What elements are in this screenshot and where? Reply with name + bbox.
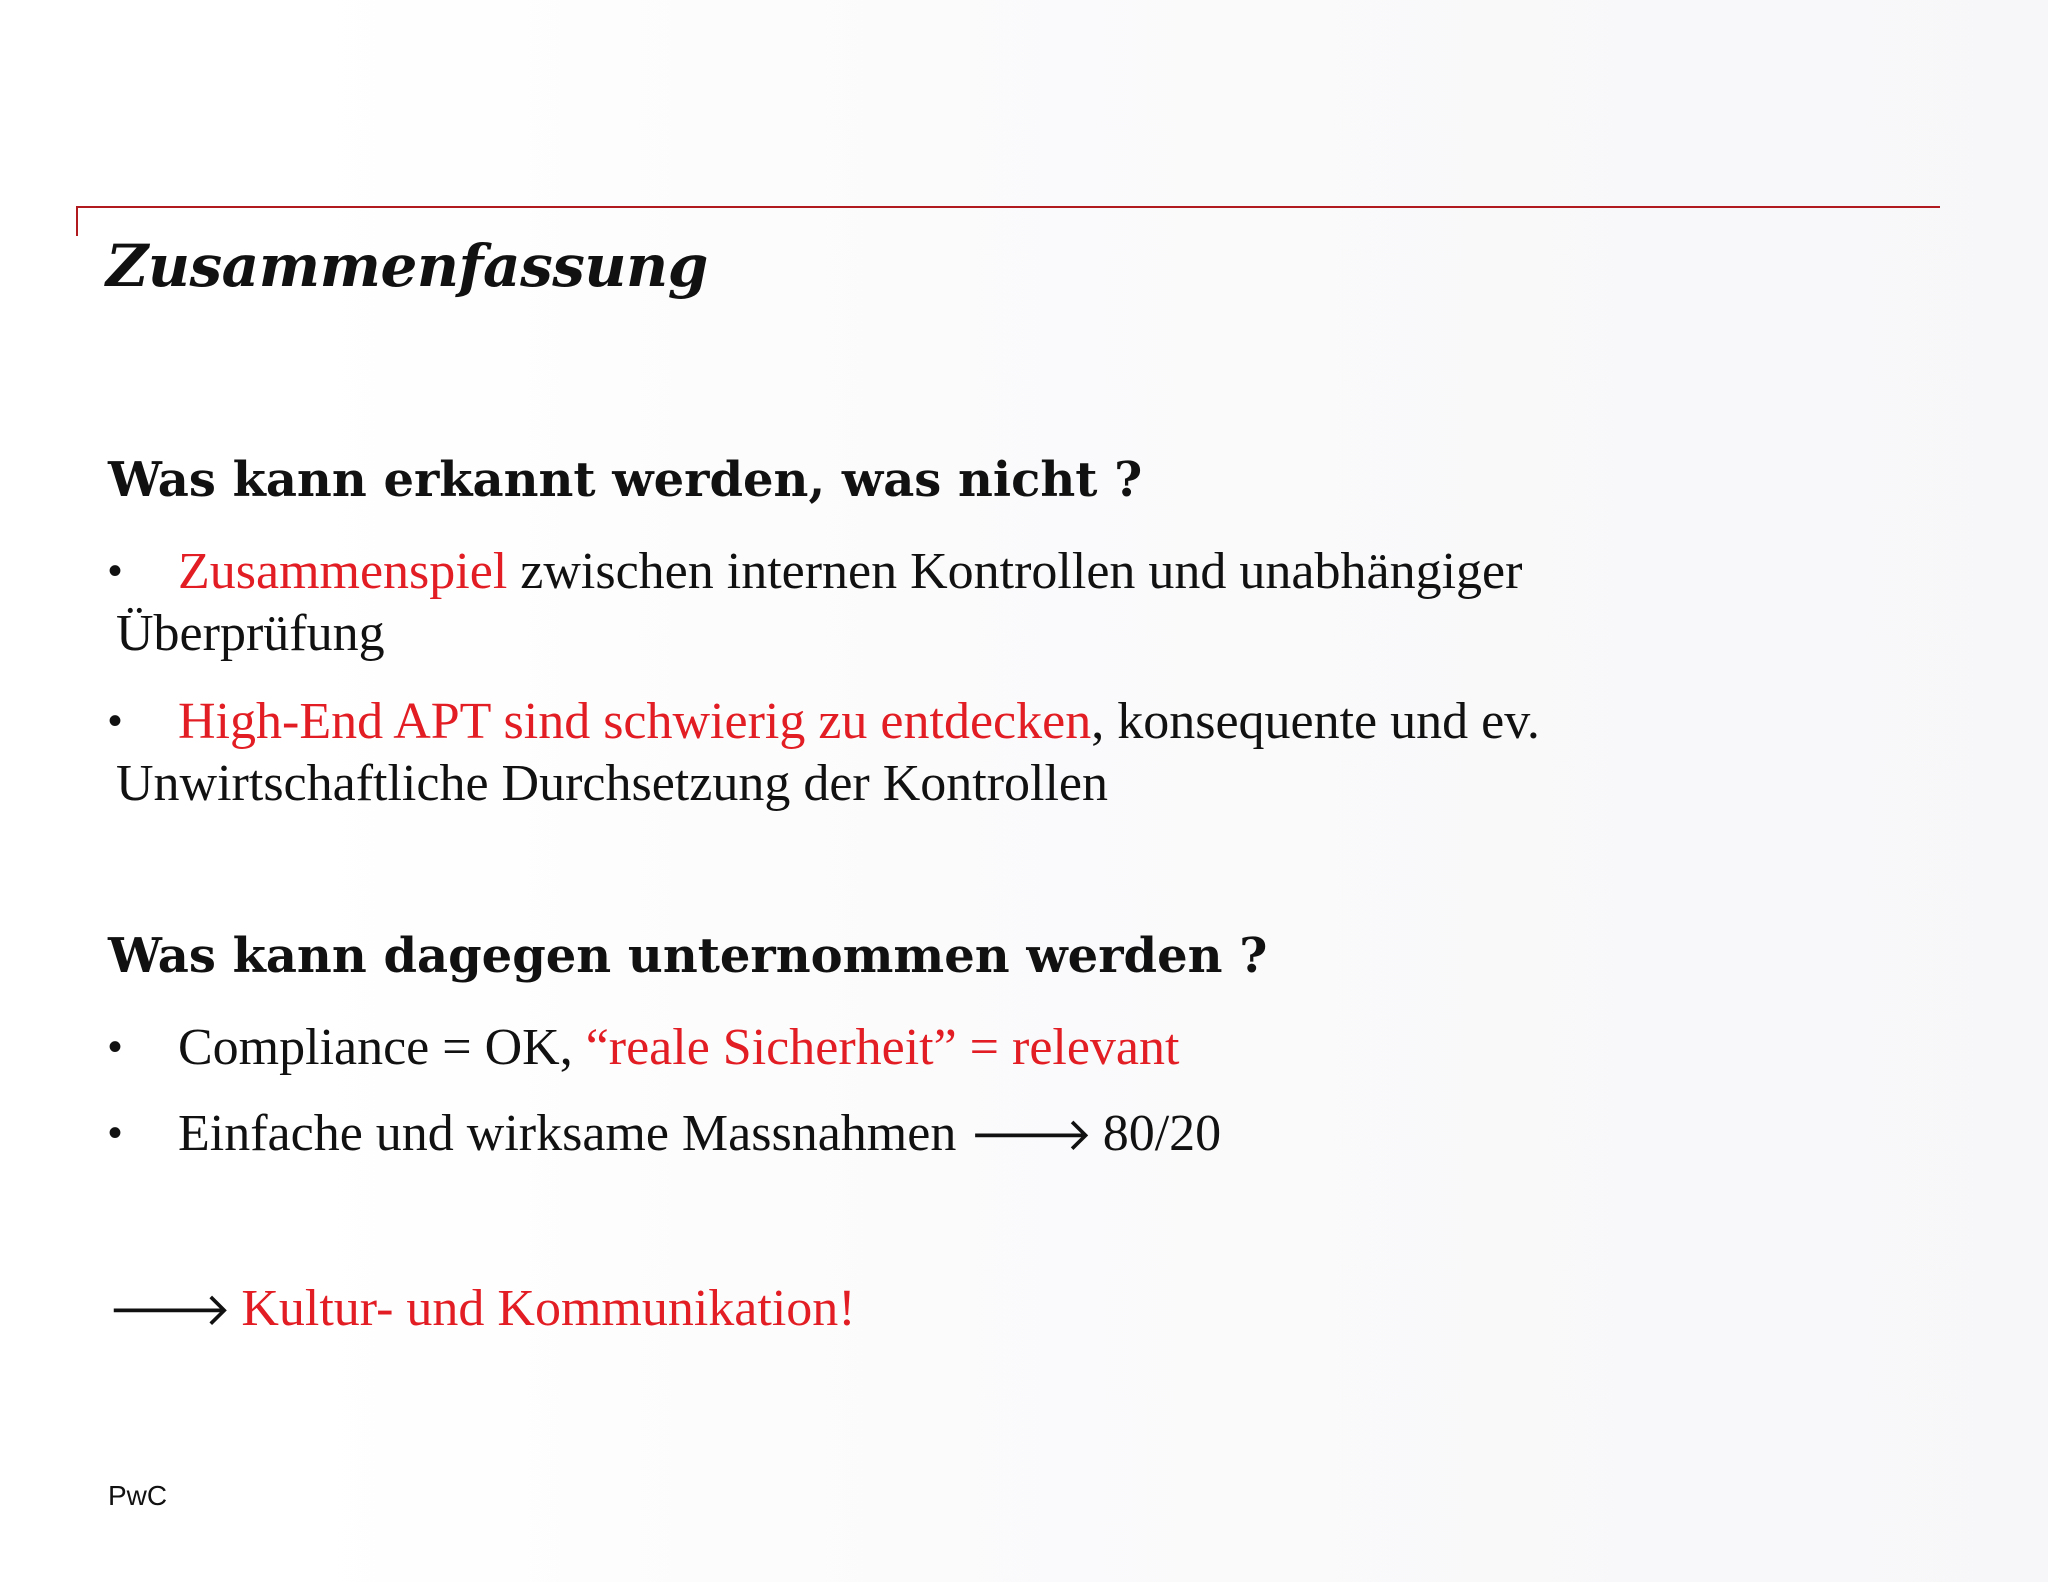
footer-brand: PwC [108,1480,168,1511]
bullet-marker: • [108,549,123,593]
bullet-line [108,1102,1221,1165]
bullet-marker: • [108,1111,123,1155]
bullet-marker: • [108,1025,123,1069]
header-rule-tick [76,206,78,236]
conclusion-text: Kultur- und Kommunikation! [241,1280,856,1337]
bullet-marker: • [108,699,123,743]
bullet-highlight: High-End APT sind schwierig zu entdecken [178,693,1092,750]
arrow-right-icon: 🡒 [108,1282,232,1336]
bullet-highlight: Zusammenspiel [178,543,508,600]
bullet-continuation: Überprüfung [116,605,385,662]
arrow-right-icon: 🡒 [969,1107,1093,1161]
bullet-text: Einfache und wirksame Massnahmen [178,1105,957,1162]
bullet-text: zwischen internen Kontrollen und unabhängiger [507,543,1523,600]
bullet-line [108,690,1540,753]
section1-heading: Was kann erkannt werden, was nicht ? [108,452,1143,508]
section1-bullet-1 [108,540,1522,665]
section1-bullet-2 [108,690,1540,815]
slide-title: Zusammenfassung [106,232,708,300]
conclusion [108,1278,856,1340]
section2-heading: Was kann dagegen unternommen werden ? [108,928,1268,984]
bullet-highlight: “reale Sicherheit” = relevant [585,1019,1180,1076]
bullet-value: 80/20 [1102,1105,1222,1162]
bullet-continuation: Unwirtschaftliche Durchsetzung der Kontrollen [116,755,1109,812]
bullet-line [108,1016,1179,1079]
header-rule [76,206,1940,208]
section2-bullet-2 [108,1102,1221,1165]
bullet-line [108,540,1522,603]
section2-bullet-1 [108,1016,1179,1079]
bullet-text: , konsequente und ev. [1091,693,1540,750]
bullet-text: Compliance = OK, [178,1019,586,1076]
